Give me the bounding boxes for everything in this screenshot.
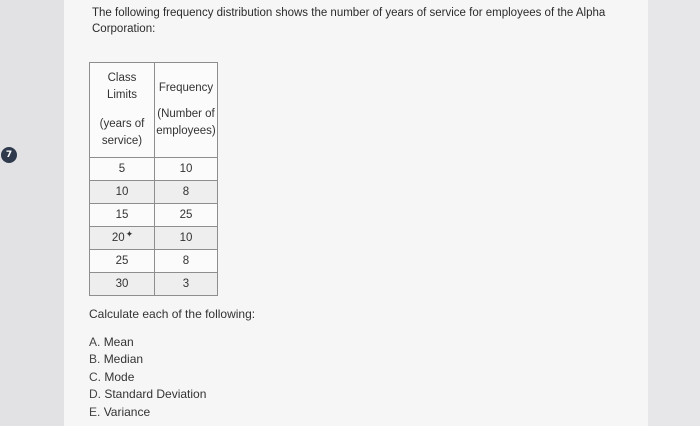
frequency-header-line: Frequency xyxy=(158,82,214,94)
option-letter: A. xyxy=(89,335,101,349)
list-item xyxy=(89,369,206,386)
option-label: Median xyxy=(103,352,144,367)
option-letter: C. xyxy=(89,369,101,384)
class-header-line: (years of xyxy=(99,118,145,130)
class-limits-header xyxy=(90,63,155,158)
list-item xyxy=(89,404,206,421)
table-row xyxy=(90,204,218,227)
class-cell: 25 xyxy=(90,250,155,273)
list-item xyxy=(89,386,206,403)
table-header-row xyxy=(90,63,218,158)
option-label: Standard Deviation xyxy=(104,387,207,402)
option-label: Mean xyxy=(103,335,134,349)
table-row xyxy=(90,227,218,250)
class-cell: 15 xyxy=(90,204,155,227)
option-letter: E. xyxy=(89,404,101,419)
frequency-cell: 10 xyxy=(155,158,218,181)
frequency-cell: 8 xyxy=(155,250,218,273)
table-row xyxy=(90,250,218,273)
class-cell xyxy=(90,227,155,250)
left-margin xyxy=(0,0,64,426)
option-letter: B. xyxy=(89,352,101,367)
problem-statement: The following frequency distribution shows the number of years of service for employees of the Alpha Corporation: xyxy=(92,7,606,35)
frequency-header-line: (Number of xyxy=(157,108,215,120)
class-cell: 10 xyxy=(90,181,155,204)
class-cell-value: 20 xyxy=(111,232,125,244)
instruction-text: Calculate each of the following: xyxy=(89,307,256,321)
list-item xyxy=(89,351,206,368)
class-header-line: Limits xyxy=(106,89,138,101)
frequency-cell: 3 xyxy=(155,273,218,296)
frequency-header xyxy=(155,63,218,158)
list-item xyxy=(89,334,206,351)
class-header-line: service) xyxy=(101,135,143,147)
mouse-cursor-icon: ✦ xyxy=(125,229,134,239)
option-label: Variance xyxy=(103,404,151,419)
option-label: Mode xyxy=(104,369,135,384)
class-header-line: Class xyxy=(107,72,137,84)
frequency-cell: 25 xyxy=(155,204,218,227)
frequency-cell: 10 xyxy=(155,227,218,250)
class-cell: 30 xyxy=(90,273,155,296)
options-list xyxy=(89,334,206,421)
frequency-table xyxy=(89,62,218,296)
table-row xyxy=(90,273,218,296)
table-row xyxy=(90,181,218,204)
class-cell: 5 xyxy=(90,158,155,181)
option-letter: D. xyxy=(89,387,101,402)
table-row xyxy=(90,158,218,181)
frequency-header-line: employees) xyxy=(156,125,216,137)
question-number-badge[interactable]: 7 xyxy=(1,147,17,163)
frequency-cell: 8 xyxy=(155,181,218,204)
